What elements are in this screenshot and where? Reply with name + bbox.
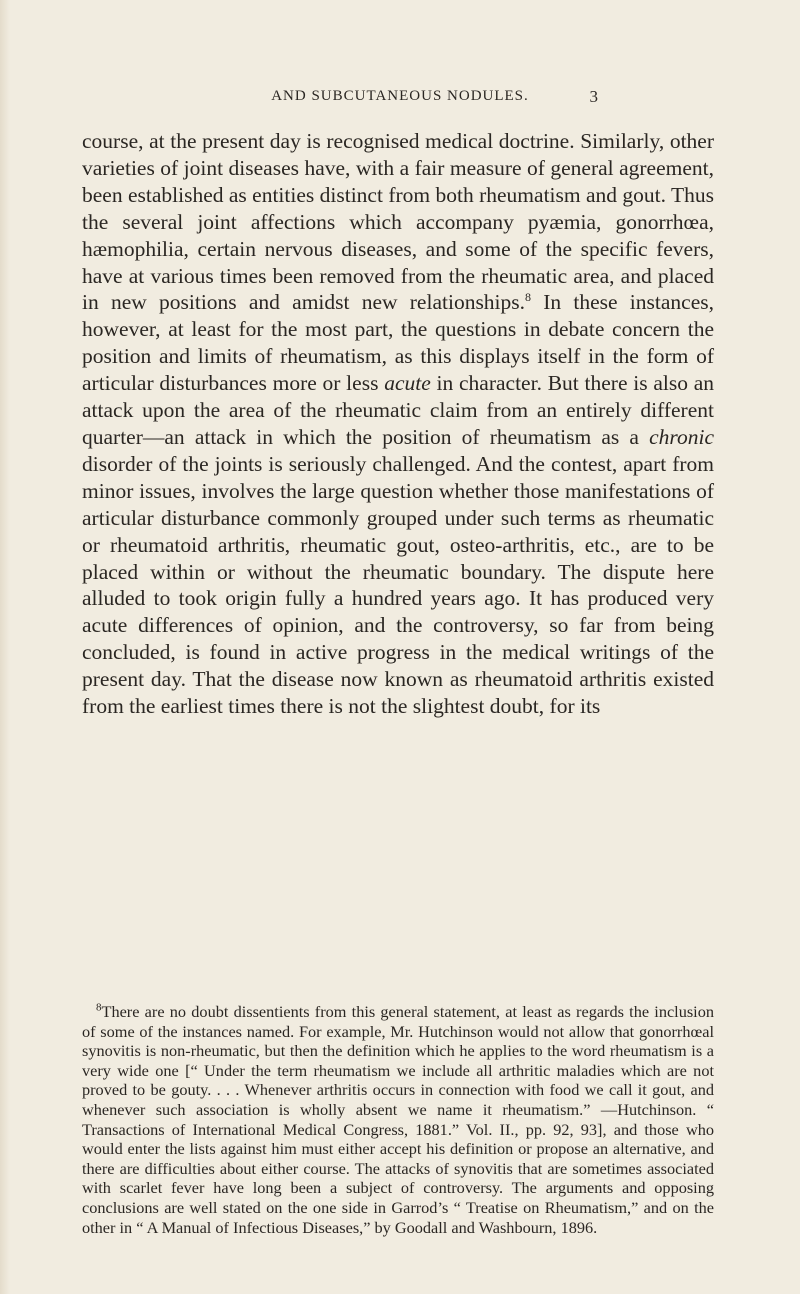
body-paragraph	[82, 128, 714, 720]
page-number: 3	[589, 87, 598, 106]
footnote-mark: 8	[96, 1001, 102, 1014]
footnote-text: There are no doubt dissentients from this general statement, at least as regards the inclusion of some of the instances named. For example, Mr. Hutchinson would not allow that gonorrhœal synovitis is non-rheumatic, but then the definition which he applies to the word rheumatism is a very wide one [“ Under the term rheumatism we include all arthritic maladies which are not proved to be gouty. . . . Whenever arthritis occurs in connection with food we call it gout, and whenever such association is wholly absent we name it rheumatism.” —Hutchinson. “ Transactions of International Medical Congress, 1881.” Vol. II., pp. 92, 93], and those who would enter the lists against him must either accept his definition or propose an alternative, and there are difficulties about either course. The attacks of synovitis that are sometimes associated with scarlet fever have long been a subject of controversy. The arguments and opposing conclusions are well stated on the one side in Garrod’s “ Treatise on Rheumatism,” and on the other in “ A Manual of Infectious Diseases,” by Goodall and Washbourn, 1896.	[82, 1002, 714, 1237]
page-edge	[0, 0, 10, 1294]
page-header	[0, 88, 800, 112]
footnote	[82, 1002, 714, 1237]
body-text-segment: disorder of the joints is seriously challenged. And the contest, apart from minor issues, involves the large question whether those manifestations of articular disturbance commonly grouped under such terms as rheumatic or rheumatoid arthritis, rheumatic gout, osteo-arthritis, etc., are to be placed within or without the rheumatic boundary. The dispute here alluded to took origin fully a hundred years ago. It has produced very acute differences of opinion, and the controversy, so far from being concluded, is found in active progress in the medical writings of the present day. That the disease now known as rheumatoid arthritis existed from the earliest times there is not the slightest doubt, for its	[82, 451, 714, 719]
italic-term-acute: acute	[384, 371, 431, 396]
running-head: AND SUBCUTANEOUS NODULES.	[271, 88, 529, 104]
body-text-segment: In these instances, however, at least for the most part, the questions in debate concern the position and limits of rheumatism, as this displays itself in the form of articular disturbances more or less	[82, 290, 714, 396]
body-text-segment: in character. But there is also an attack upon the area of the rheumatic claim from an entirely different quarter—an attack in which the position of rheumatism as a	[82, 371, 715, 449]
footnote-reference: 8	[525, 290, 532, 305]
body-text-segment: course, at the present day is recognised medical doctrine. Similarly, other varieties of joint diseases have, with a fair measure of general agreement, been established as entities distinct from both rheumatism and gout. Thus the several joint affections which accompany pyæmia, gonorrhœa, hæmophilia, certain nervous diseases, and some of the specific fevers, have at various times been removed from the rheumatic area, and placed in new positions and amidst new relationships.	[82, 129, 714, 315]
italic-term-chronic: chronic	[649, 424, 714, 449]
